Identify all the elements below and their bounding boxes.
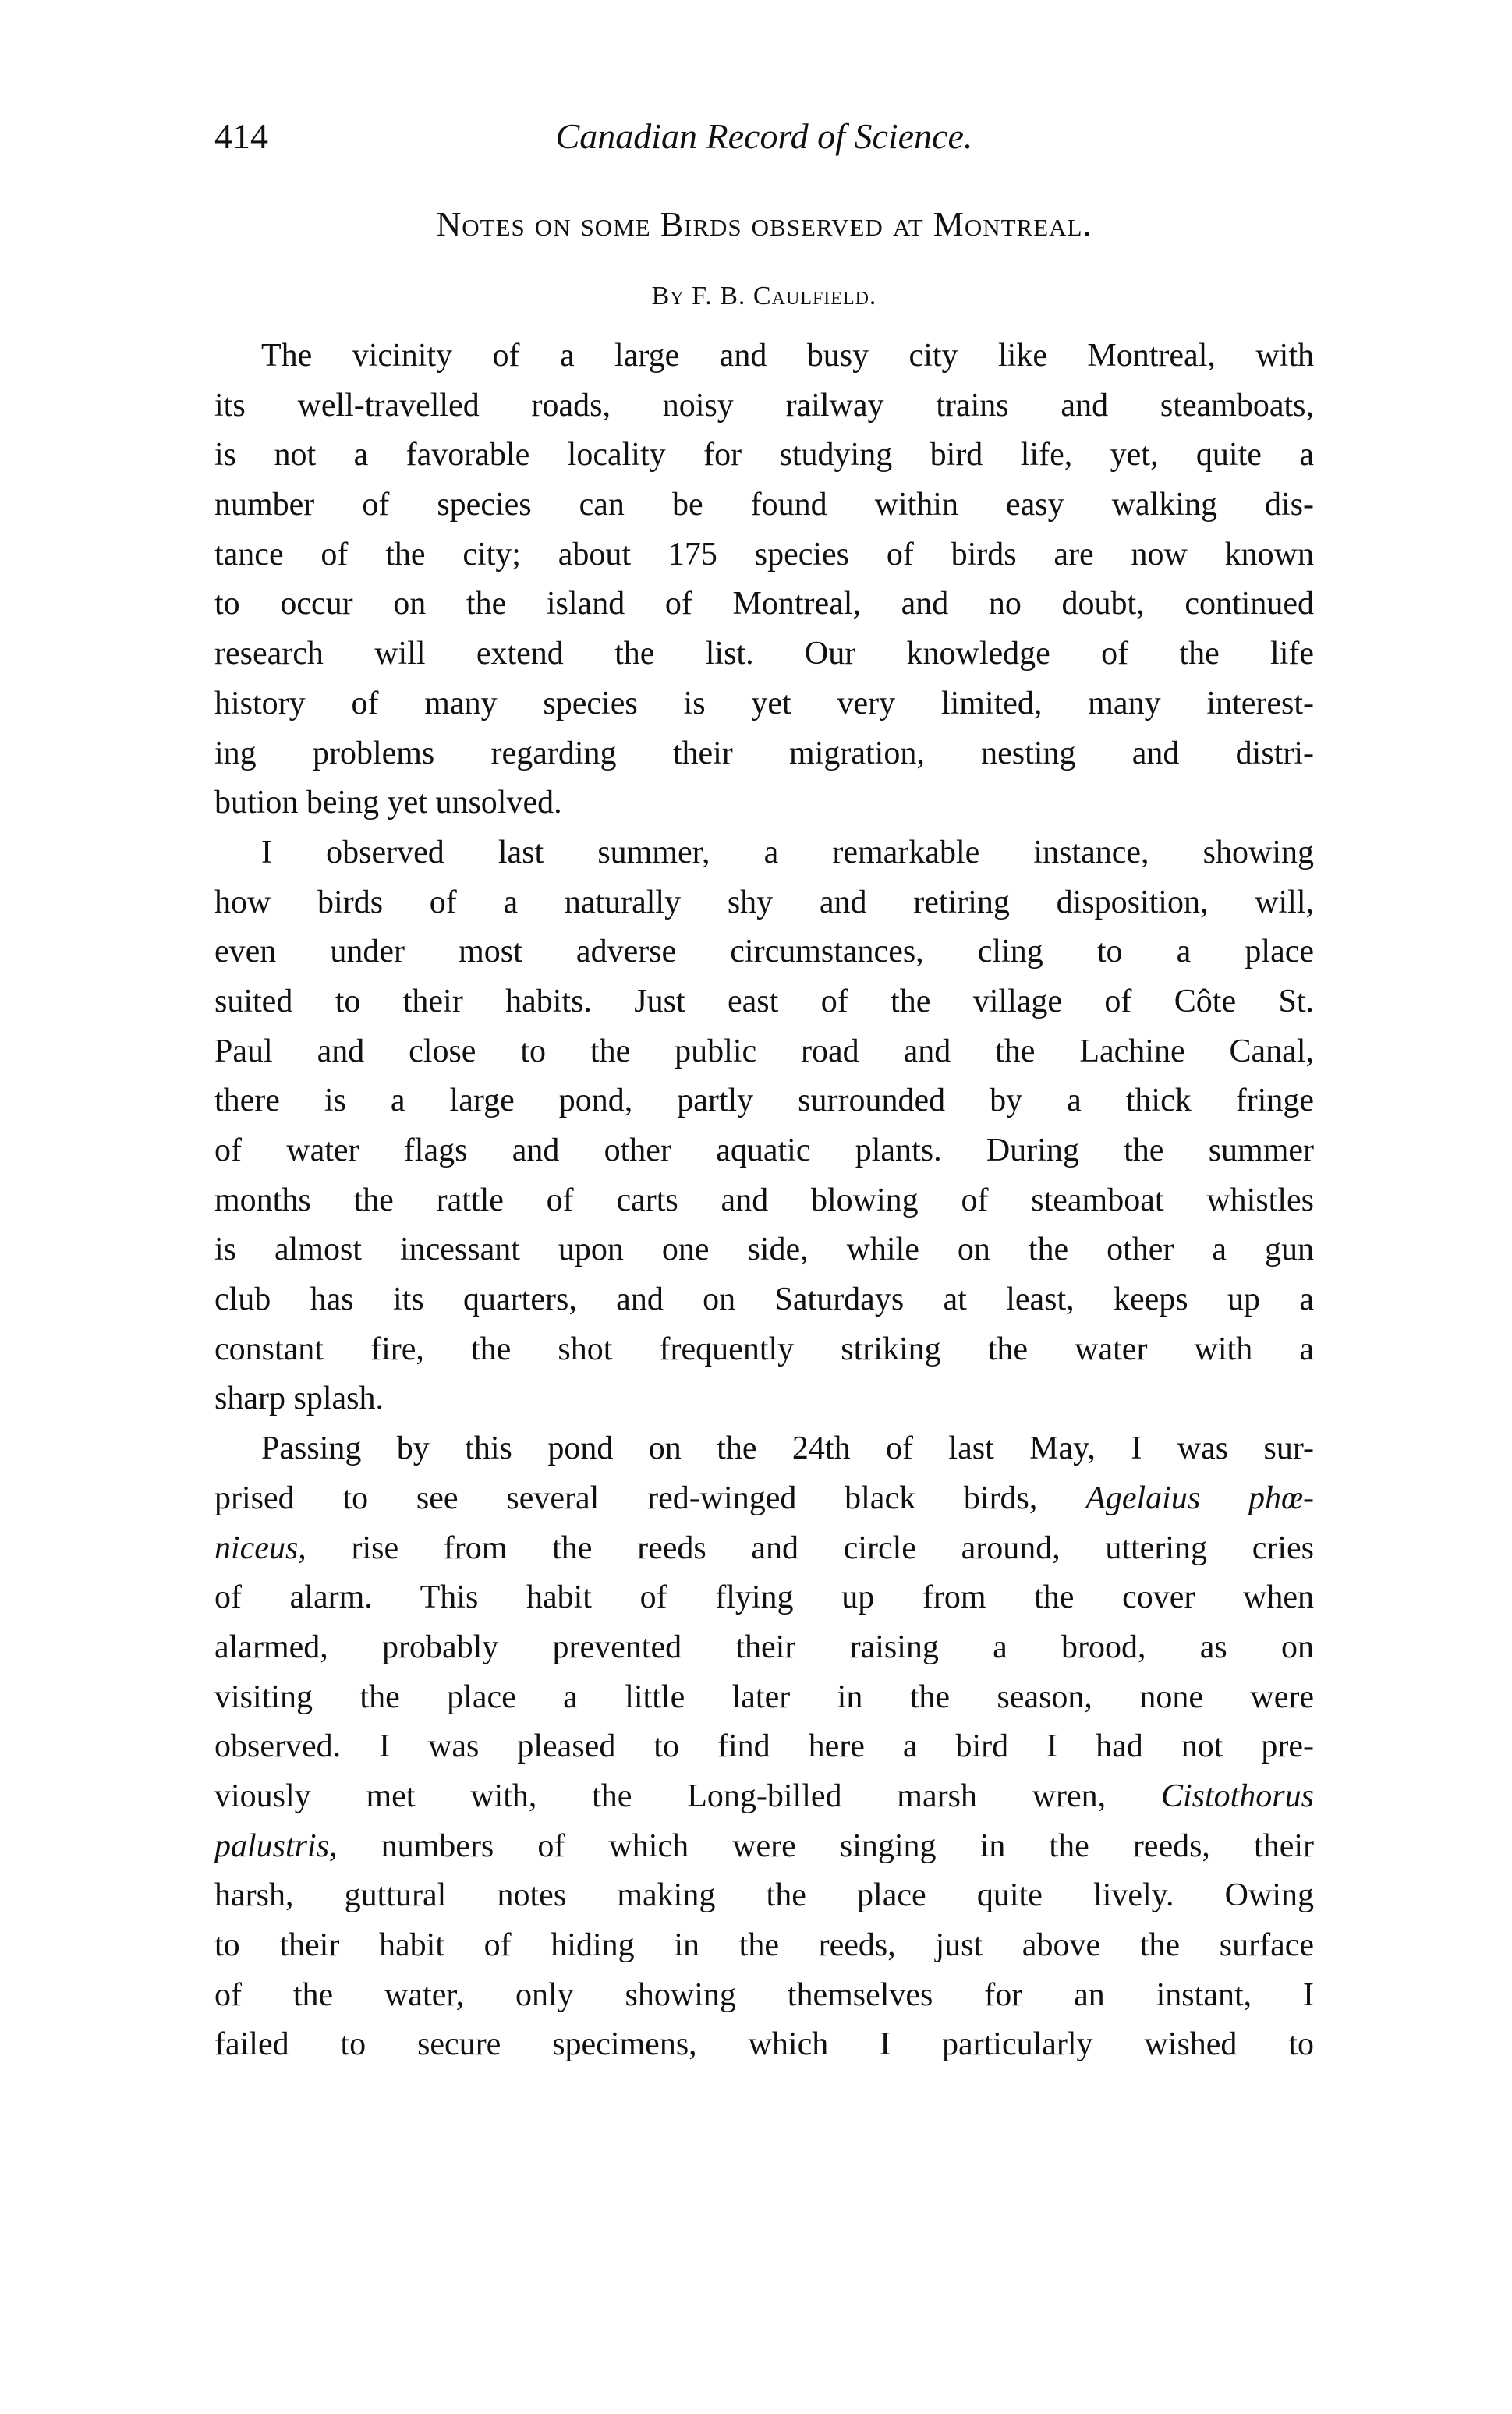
italic-species-name: Cistothorus	[1160, 1778, 1314, 1814]
text-line: to occur on the island of Montreal, and no doubt, continued	[214, 586, 1314, 622]
page	[214, 109, 1314, 2070]
page-number: 414	[214, 116, 268, 156]
text-line: research will extend the list. Our knowledge of the life	[214, 636, 1314, 672]
text-line: of the water, only showing themselves for an instant, I	[214, 1976, 1314, 2013]
italic-species-name: niceus,	[214, 1530, 306, 1566]
text-line: months the rattle of carts and blowing of steamboat whistles	[214, 1182, 1314, 1218]
paragraph-2	[214, 828, 1314, 1424]
text-line: its well-travelled roads, noisy railway trains and steamboats,	[214, 387, 1314, 424]
text-span: numbers of which were singing in the reeds, their	[337, 1827, 1314, 1864]
text-line: bution being yet unsolved.	[214, 785, 562, 821]
italic-species-name: Agelaius phœ-	[1085, 1480, 1314, 1516]
text-line	[214, 1822, 1314, 1872]
text-span: rise from the reeds and circle around, uttering cries	[306, 1530, 1314, 1566]
paragraph-3	[214, 1424, 1314, 2070]
article-title: Notes on some Birds observed at Montreal.	[436, 205, 1092, 243]
text-line	[214, 1474, 1314, 1524]
text-line: to their habit of hiding in the reeds, just above the surface	[214, 1927, 1314, 1963]
text-line: is not a favorable locality for studying bird life, yet, quite a	[214, 437, 1314, 473]
text-line: number of species can be found within easy walking dis-	[214, 487, 1314, 523]
text-line: constant fire, the shot frequently striking the water with a	[214, 1331, 1314, 1367]
text-line	[214, 1772, 1314, 1822]
text-line: tance of the city; about 175 species of birds are now known	[214, 536, 1314, 572]
text-line: is almost incessant upon one side, while on the other a gun	[214, 1232, 1314, 1268]
article-byline: By F. B. Caulfield.	[651, 282, 877, 310]
text-line: even under most adverse circumstances, cling to a place	[214, 934, 1314, 970]
text-line: ing problems regarding their migration, nesting and distri-	[214, 735, 1314, 771]
text-line: suited to their habits. Just east of the village of Côte St.	[214, 983, 1314, 1019]
text-line: alarmed, probably prevented their raising a brood, as on	[214, 1629, 1314, 1665]
text-span: prised to see several red-winged black birds,	[214, 1480, 1086, 1516]
running-head	[214, 109, 1314, 164]
journal-title: Canadian Record of Science.	[555, 116, 973, 156]
text-line: I observed last summer, a remarkable instance, showing	[261, 834, 1314, 870]
text-line: how birds of a naturally shy and retiring disposition, will,	[214, 884, 1314, 920]
text-line: failed to secure specimens, which I particularly wished to	[214, 2026, 1314, 2063]
text-line	[214, 1524, 1314, 1574]
text-line: of alarm. This habit of flying up from the cover when	[214, 1579, 1314, 1616]
text-line: harsh, guttural notes making the place quite lively. Owing	[214, 1877, 1314, 1914]
text-span: viously met with, the Long-billed marsh wren,	[214, 1778, 1161, 1814]
text-line: sharp splash.	[214, 1381, 384, 1417]
italic-species-name: palustris,	[214, 1827, 338, 1864]
text-line: visiting the place a little later in the season, none were	[214, 1678, 1314, 1715]
paragraph-1	[214, 331, 1314, 828]
text-line: club has its quarters, and on Saturdays at least, keeps up a	[214, 1281, 1314, 1318]
text-line: Passing by this pond on the 24th of last May, I was sur-	[261, 1430, 1314, 1467]
text-line: of water flags and other aquatic plants. During the summer	[214, 1133, 1314, 1168]
article-body	[214, 331, 1314, 2070]
text-line: The vicinity of a large and busy city like Montreal, with	[261, 338, 1314, 374]
text-line: observed. I was pleased to find here a bird I had not pre-	[214, 1728, 1314, 1765]
text-line: there is a large pond, partly surrounded by a thick fringe	[214, 1083, 1314, 1119]
text-line: history of many species is yet very limited, many interest-	[214, 685, 1314, 721]
text-line: Paul and close to the public road and the Lachine Canal,	[214, 1033, 1314, 1069]
